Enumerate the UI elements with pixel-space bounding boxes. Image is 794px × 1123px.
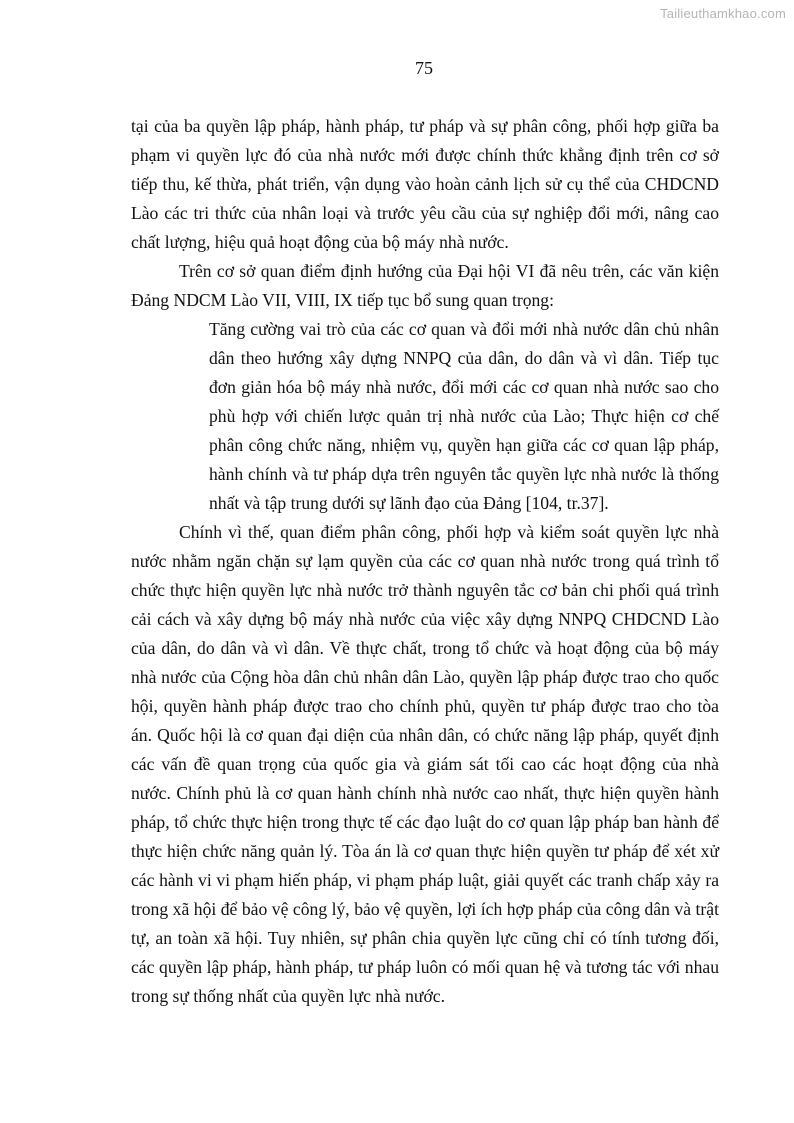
block-quote: Tăng cường vai trò của các cơ quan và đổi mới nhà nước dân chủ nhân dân theo hướng xây dựng NNPQ của dân, do dân và vì dân. Tiếp tục đơn giản hóa bộ máy nhà nước, đổi mới các cơ quan nhà nước sao cho phù hợp với chiến lược quản trị nhà nước của Lào; Thực hiện cơ chế phân công chức năng, nhiệm vụ, quyền hạn giữa các cơ quan lập pháp, hành chính và tư pháp dựa trên nguyên tắc quyền lực nhà nước là thống nhất và tập trung dưới sự lãnh đạo của Đảng [104, tr.37]. [209, 319, 719, 513]
paragraph-2: Trên cơ sở quan điểm định hướng của Đại hội VI đã nêu trên, các văn kiện Đảng NDCM Lào VII, VIII, IX tiếp tục bổ sung quan trọng: [131, 261, 719, 310]
watermark: Tailieuthamkhao.com [660, 6, 786, 21]
paragraph-3: Chính vì thế, quan điểm phân công, phối hợp và kiểm soát quyền lực nhà nước nhằm ngăn chặn sự lạm quyền của các cơ quan nhà nước trong quá trình tổ chức thực hiện quyền lực nhà nước trở thành nguyên tắc cơ bản chi phối quá trình cải cách và xây dựng bộ máy nhà nước của việc xây dựng NNPQ CHDCND Lào của dân, do dân và vì dân. Về thực chất, trong tổ chức và hoạt động của bộ máy nhà nước của Cộng hòa dân chủ nhân dân Lào, quyền lập pháp được trao cho quốc hội, quyền hành pháp được trao cho chính phủ, quyền tư pháp được trao cho tòa án. Quốc hội là cơ quan đại diện của nhân dân, có chức năng lập pháp, quyết định các vấn đề quan trọng của quốc gia và giám sát tối cao các hoạt động của nhà nước. Chính phủ là cơ quan hành chính nhà nước cao nhất, thực hiện quyền hành pháp, tổ chức thực hiện trong thực tế các đạo luật do cơ quan lập pháp ban hành để thực hiện chức năng quản lý. Tòa án là cơ quan thực hiện quyền tư pháp để xét xử các hành vi vi phạm hiến pháp, vi phạm pháp luật, giải quyết các tranh chấp xảy ra trong xã hội để bảo vệ công lý, bảo vệ quyền, lợi ích hợp pháp của công dân và trật tự, an toàn xã hội. Tuy nhiên, sự phân chia quyền lực cũng chỉ có tính tương đối, các quyền lập pháp, hành pháp, tư pháp luôn có mối quan hệ và tương tác với nhau trong sự thống nhất của quyền lực nhà nước. [131, 522, 719, 1006]
page-number: 75 [415, 58, 433, 78]
document-body [131, 112, 719, 1011]
paragraph-1: tại của ba quyền lập pháp, hành pháp, tư pháp và sự phân công, phối hợp giữa ba phạm vi quyền lực đó của nhà nước mới được chính thức khẳng định trên cơ sở tiếp thu, kế thừa, phát triển, vận dụng vào hoàn cảnh lịch sử cụ thể của CHDCND Lào các tri thức của nhân loại và trước yêu cầu của sự nghiệp đổi mới, nâng cao chất lượng, hiệu quả hoạt động của bộ máy nhà nước. [131, 116, 719, 252]
